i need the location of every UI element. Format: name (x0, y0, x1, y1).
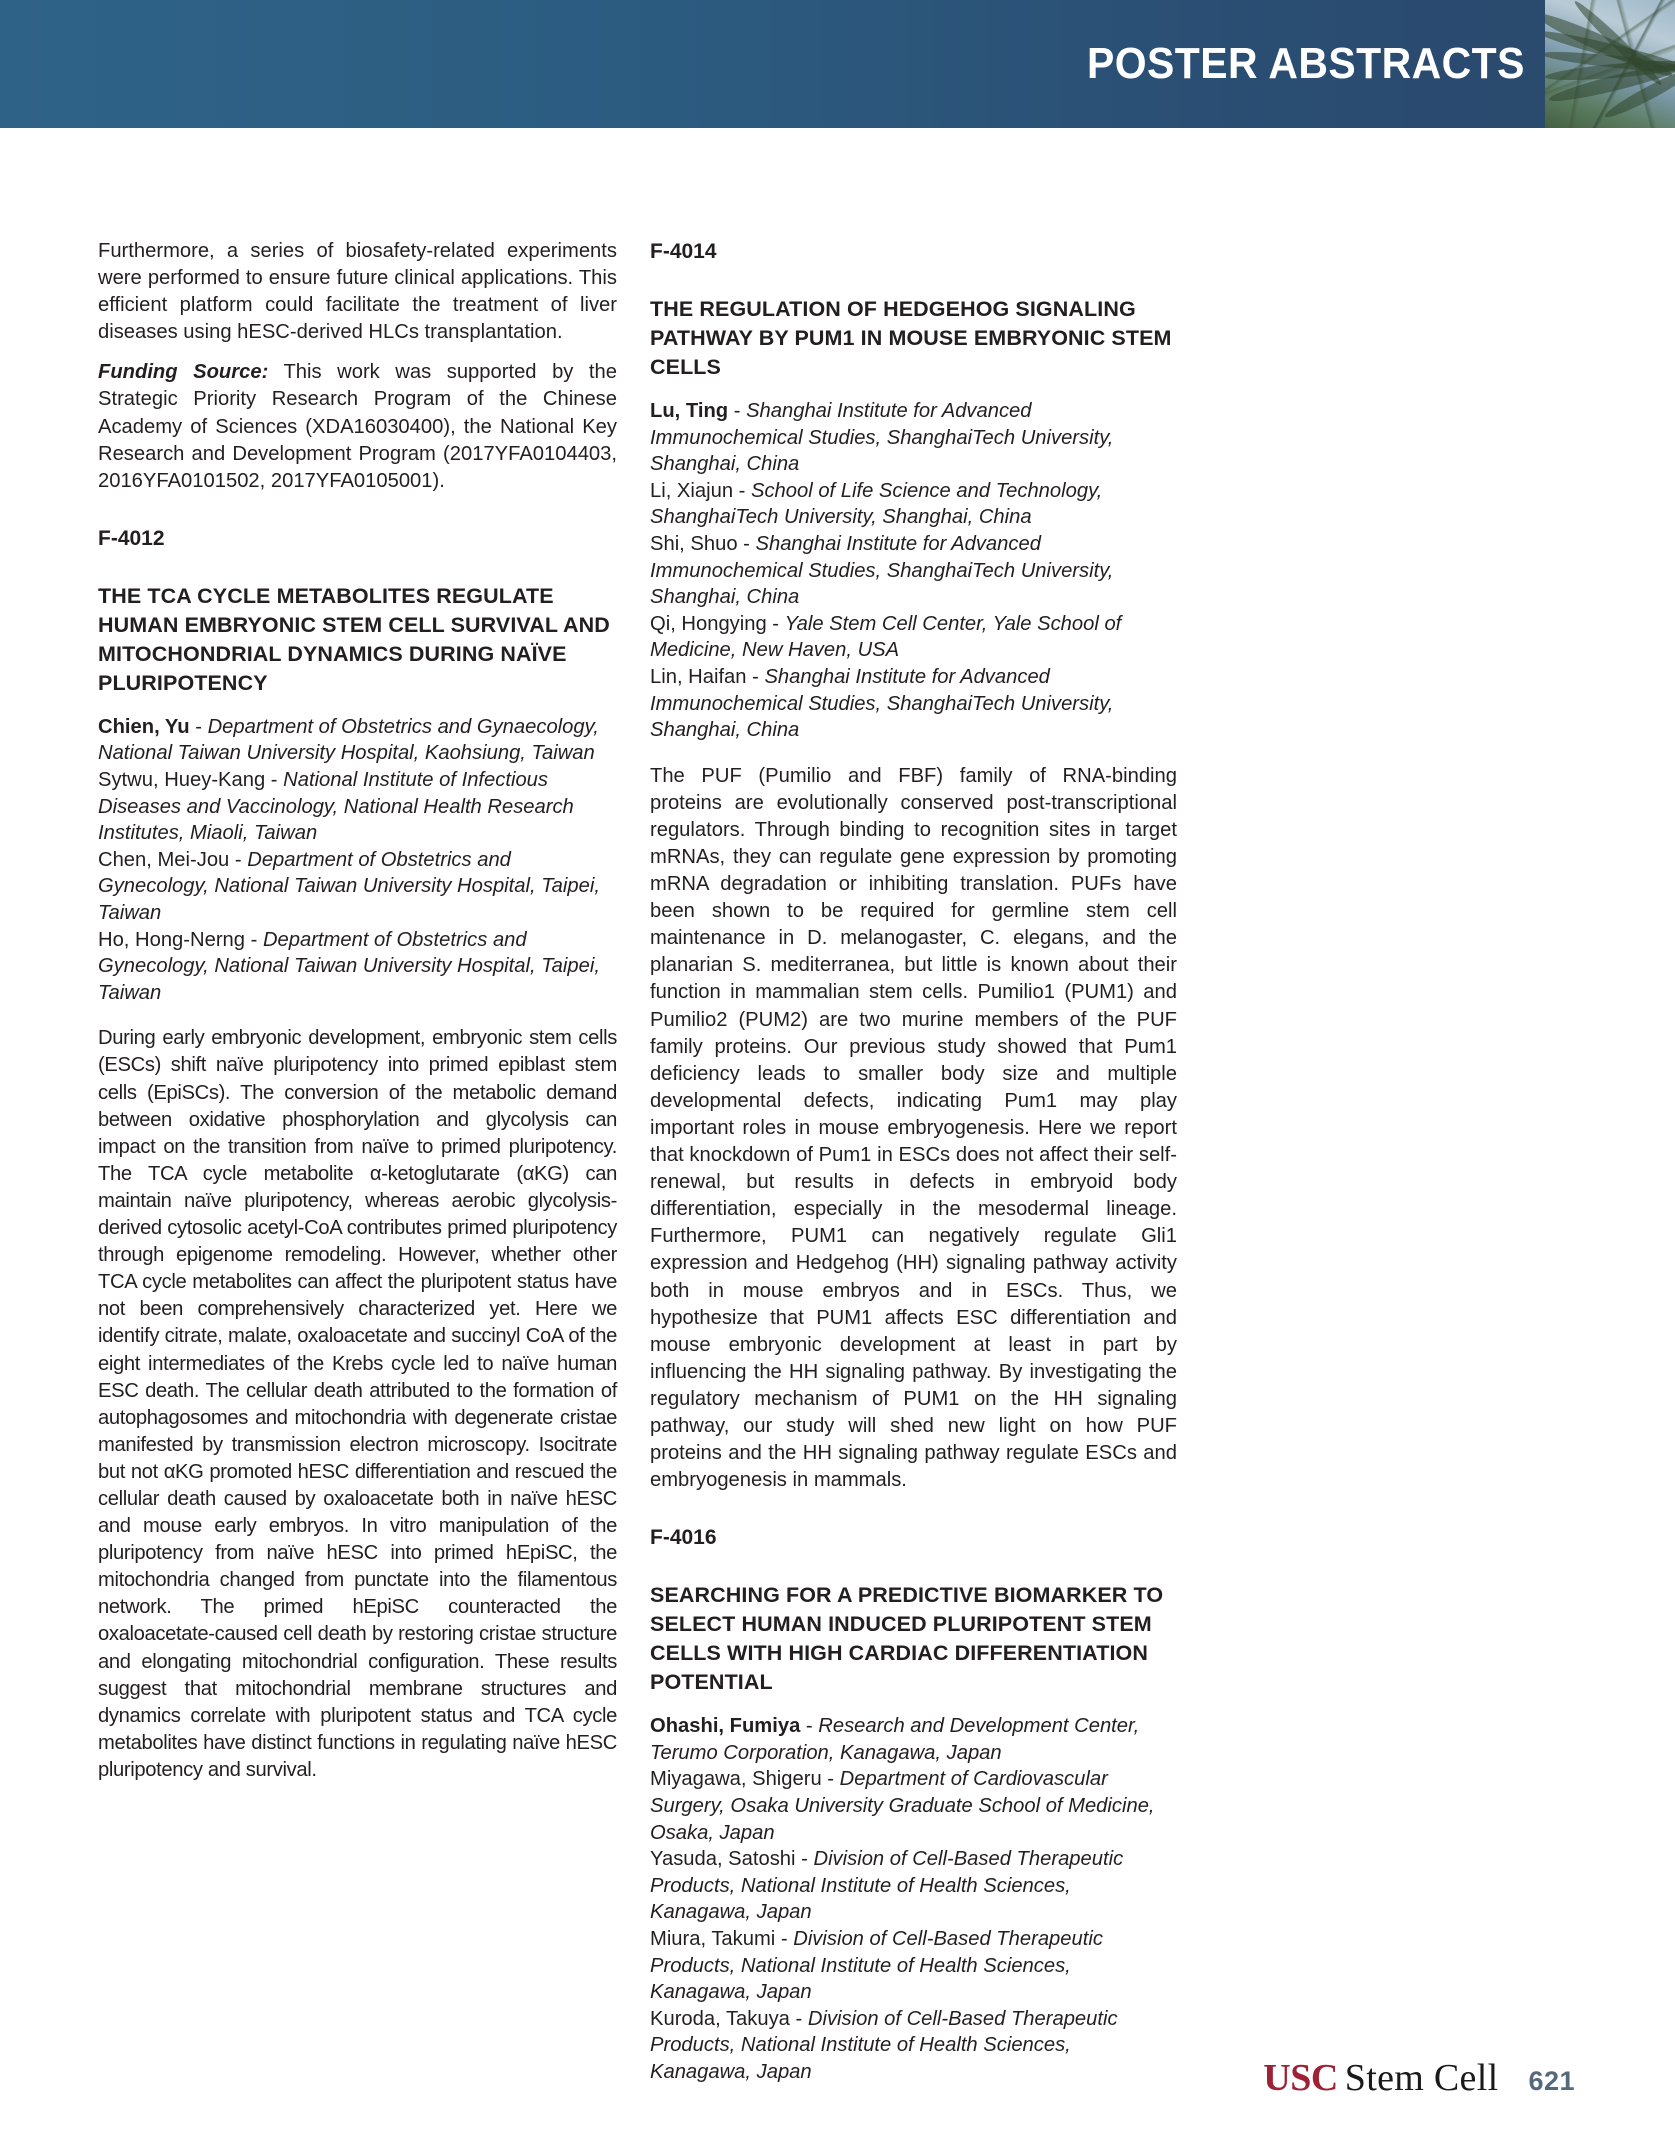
author-name: Yasuda, Satoshi (650, 1848, 796, 1871)
author-separator: - (733, 479, 751, 502)
author-separator: - (789, 2007, 808, 2030)
author-name: Shi, Shuo (650, 532, 738, 555)
author-affiliation: Department of Obstetrics and Gynaecology, National Taiwan University Hospital, Kaohsiung, Taiwan (98, 715, 599, 765)
author-name: Ohashi, Fumiya (650, 1715, 801, 1738)
author-affiliation: Department of Cardiovascular Surgery, Osaka University Graduate School of Medicine, Osaka, Japan (650, 1768, 1155, 1844)
author-entry (650, 478, 1177, 531)
page-number: 621 (1528, 2066, 1575, 2096)
author-affiliation: Research and Development Center, Terumo Corporation, Kanagawa, Japan (650, 1715, 1140, 1764)
author-affiliation: School of Life Science and Technology, ShanghaiTech University, Shanghai, China (650, 479, 1103, 529)
author-affiliation: Division of Cell-Based Therapeutic Products, National Institute of Health Sciences, Kanagawa, Japan (650, 2007, 1118, 2083)
abstract-title-f4016: SEARCHING FOR A PREDICTIVE BIOMARKER TO SELECT HUMAN INDUCED PLURIPOTENT STEM CELLS WITH HIGH CARDIAC DIFFERENTIATION POTENTIAL (650, 1583, 1164, 1695)
author-separator: - (737, 532, 756, 555)
abstract-number-f4016: F-4016 (650, 1526, 717, 1550)
author-entry (650, 1713, 1177, 1766)
author-name: Kuroda, Takuya (650, 2007, 790, 2030)
continued-paragraph: Furthermore, a series of biosafety-related experiments were performed to ensure future clinical applications. This efficient platform could facilitate the treatment of liver diseases using hESC-derived HLCs transplantation. (98, 240, 617, 344)
author-entry (650, 1926, 1177, 2006)
author-affiliation: Shanghai Institute for Advanced Immunochemical Studies, ShanghaiTech University, Shanghai, China (650, 532, 1114, 609)
author-entry (98, 714, 617, 767)
author-entry (98, 767, 617, 847)
author-entry (650, 1846, 1177, 1926)
funding-source-text: This work was supported by the Strategic Priority Research Program of the Chinese Academy of Sciences (XDA16030400), the National Key Research and Development Program (2017YFA0104403, 2016YFA0101502, 2017YFA0105001). (98, 361, 617, 492)
author-list-f4012 (98, 714, 617, 1007)
author-name: Li, Xiajun (650, 479, 734, 502)
page-title: POSTER ABSTRACTS (1087, 39, 1525, 88)
author-name: Ho, Hong-Nerng (98, 928, 245, 951)
author-separator: - (821, 1768, 840, 1791)
author-entry (98, 847, 617, 927)
author-entry (98, 927, 617, 1007)
author-entry (650, 2006, 1177, 2086)
author-entry (650, 664, 1177, 744)
author-entry (650, 1766, 1177, 1846)
author-separator: - (265, 769, 284, 792)
author-separator: - (746, 665, 765, 688)
author-separator: - (795, 1848, 814, 1871)
author-separator: - (229, 848, 248, 871)
abstract-number-f4014: F-4014 (650, 240, 717, 263)
abstract-number-f4012: F-4012 (98, 526, 165, 550)
author-affiliation: Division of Cell-Based Therapeutic Products, National Institute of Health Sciences, Kanagawa, Japan (650, 1928, 1103, 2004)
author-separator: - (800, 1715, 819, 1738)
author-list-f4016 (650, 1713, 1177, 2085)
author-entry (650, 611, 1177, 664)
funding-source-label: Funding Source: (98, 361, 269, 384)
author-affiliation: Department of Obstetrics and Gynecology, National Taiwan University Hospital, Taipei, Taiwan (98, 848, 600, 924)
author-name: Lu, Ting (650, 400, 729, 422)
author-affiliation: Department of Obstetrics and Gynecology, National Taiwan University Hospital, Taipei, Taiwan (98, 928, 600, 1004)
stem-cell-logo-text: Stem Cell (1344, 2057, 1499, 2099)
page-footer (1263, 2056, 1575, 2100)
author-affiliation: National Institute of Infectious Diseases and Vaccinology, National Health Research Institutes, Miaoli, Taiwan (98, 769, 574, 845)
author-separator: - (728, 400, 747, 422)
author-separator: - (245, 928, 263, 951)
author-entry (650, 398, 1177, 478)
abstract-title-f4012: THE TCA CYCLE METABOLITES REGULATE HUMAN EMBRYONIC STEM CELL SURVIVAL AND MITOCHONDRIAL DYNAMICS DURING NAÏVE PLURIPOTENCY (98, 583, 610, 695)
author-separator: - (766, 612, 785, 635)
author-affiliation: Division of Cell-Based Therapeutic Products, National Institute of Health Sciences, Kanagawa, Japan (650, 1848, 1124, 1924)
right-column (650, 238, 1177, 2105)
usc-logo-text: USC (1263, 2057, 1338, 2099)
author-name: Chien, Yu (98, 715, 190, 738)
author-affiliation: Yale Stem Cell Center, Yale School of Medicine, New Haven, USA (650, 612, 1122, 662)
author-separator: - (189, 715, 208, 738)
author-affiliation: Shanghai Institute for Advanced Immunochemical Studies, ShanghaiTech University, Shanghai, China (650, 400, 1114, 476)
author-name: Lin, Haifan (650, 665, 747, 688)
author-name: Chen, Mei-Jou (98, 848, 230, 871)
author-list-f4014 (650, 398, 1177, 744)
abstract-body-f4014: The PUF (Pumilio and FBF) family of RNA-binding proteins are evolutionally conserved post-transcriptional regulators. Through binding to recognition sites in target mRNAs, they can regulate gene expression by promoting mRNA degradation or inhibiting translation. PUFs have been shown to be required for germline stem cell maintenance in D. melanogaster, C. elegans, and the planarian S. mediterranea, but little is known about their function in mammalian stem cells. Pumilio1 (PUM1) and Pumilio2 (PUM2) are two murine members of the PUF family proteins. Our previous study showed that Pum1 deficiency leads to smaller body size and multiple developmental defects, indicating Pum1 may play important roles in mouse embryogenesis. Here we report that knockdown of Pum1 in ESCs does not affect their self-renewal, but results in defects in embryoid body differentiation, especially in the mesodermal lineage. Furthermore, PUM1 can negatively regulate Gli1 expression and Hedgehog (HH) signaling pathway activity both in mouse embryos and in ESCs. Thus, we hypothesize that PUM1 affects ESC differentiation and mouse embryonic development at least in part by influencing the HH signaling pathway. By investigating the regulatory mechanism of PUM1 on the HH signaling pathway, our study will shed new light on how PUF proteins and the HH signaling pathway regulate ESCs and embryogenesis in mammals. (650, 764, 1177, 1492)
author-name: Qi, Hongying (650, 612, 767, 635)
author-affiliation: Shanghai Institute for Advanced Immunochemical Studies, ShanghaiTech University, Shanghai, China (650, 665, 1114, 742)
author-name: Miyagawa, Shigeru (650, 1768, 822, 1791)
abstract-title-f4014: THE REGULATION OF HEDGEHOG SIGNALING PATHWAY BY PUM1 IN MOUSE EMBRYONIC STEM CELLS (650, 297, 1172, 379)
author-entry (650, 531, 1177, 611)
author-name: Sytwu, Huey-Kang (98, 769, 266, 792)
author-name: Miura, Takumi (650, 1928, 776, 1950)
author-separator: - (775, 1928, 794, 1950)
left-column (98, 238, 617, 1784)
funding-source-paragraph (98, 359, 617, 494)
abstract-body-f4012: During early embryonic development, embryonic stem cells (ESCs) shift naïve pluripotency into primed epiblast stem cells (EpiSCs). The conversion of the metabolic demand between oxidative phosphorylation and glycolysis can impact on the transition from naïve to primed pluripotency. The TCA cycle metabolite α-ketoglutarate (αKG) can maintain naïve pluripotency, whereas aerobic glycolysis-derived cytosolic acetyl-CoA contributes primed pluripotency through epigenome remodeling. However, whether other TCA cycle metabolites can affect the pluripotent status have not been comprehensively characterized yet. Here we identify citrate, malate, oxaloacetate and succinyl CoA of the eight intermediates of the Krebs cycle led to naïve human ESC death. The cellular death attributed to the formation of autophagosomes and mitochondria with degenerate cristae manifested by transmission electron microscopy. Isocitrate but not αKG promoted hESC differentiation and rescued the cellular death caused by oxaloacetate both in naïve hESC and mouse early embryos. In vitro manipulation of the pluripotency from naïve hESC into primed hEpiSC, the mitochondria changed from punctate into the filamentous network. The primed hEpiSC counteracted the oxaloacetate-caused cell death by restoring cristae structure and elongating mitochondrial configuration. These results suggest that mitochondrial membrane structures and dynamics correlate with pluripotent status and TCA cycle metabolites have distinct functions in regulating naïve hESC pluripotency and survival. (98, 1027, 617, 1781)
